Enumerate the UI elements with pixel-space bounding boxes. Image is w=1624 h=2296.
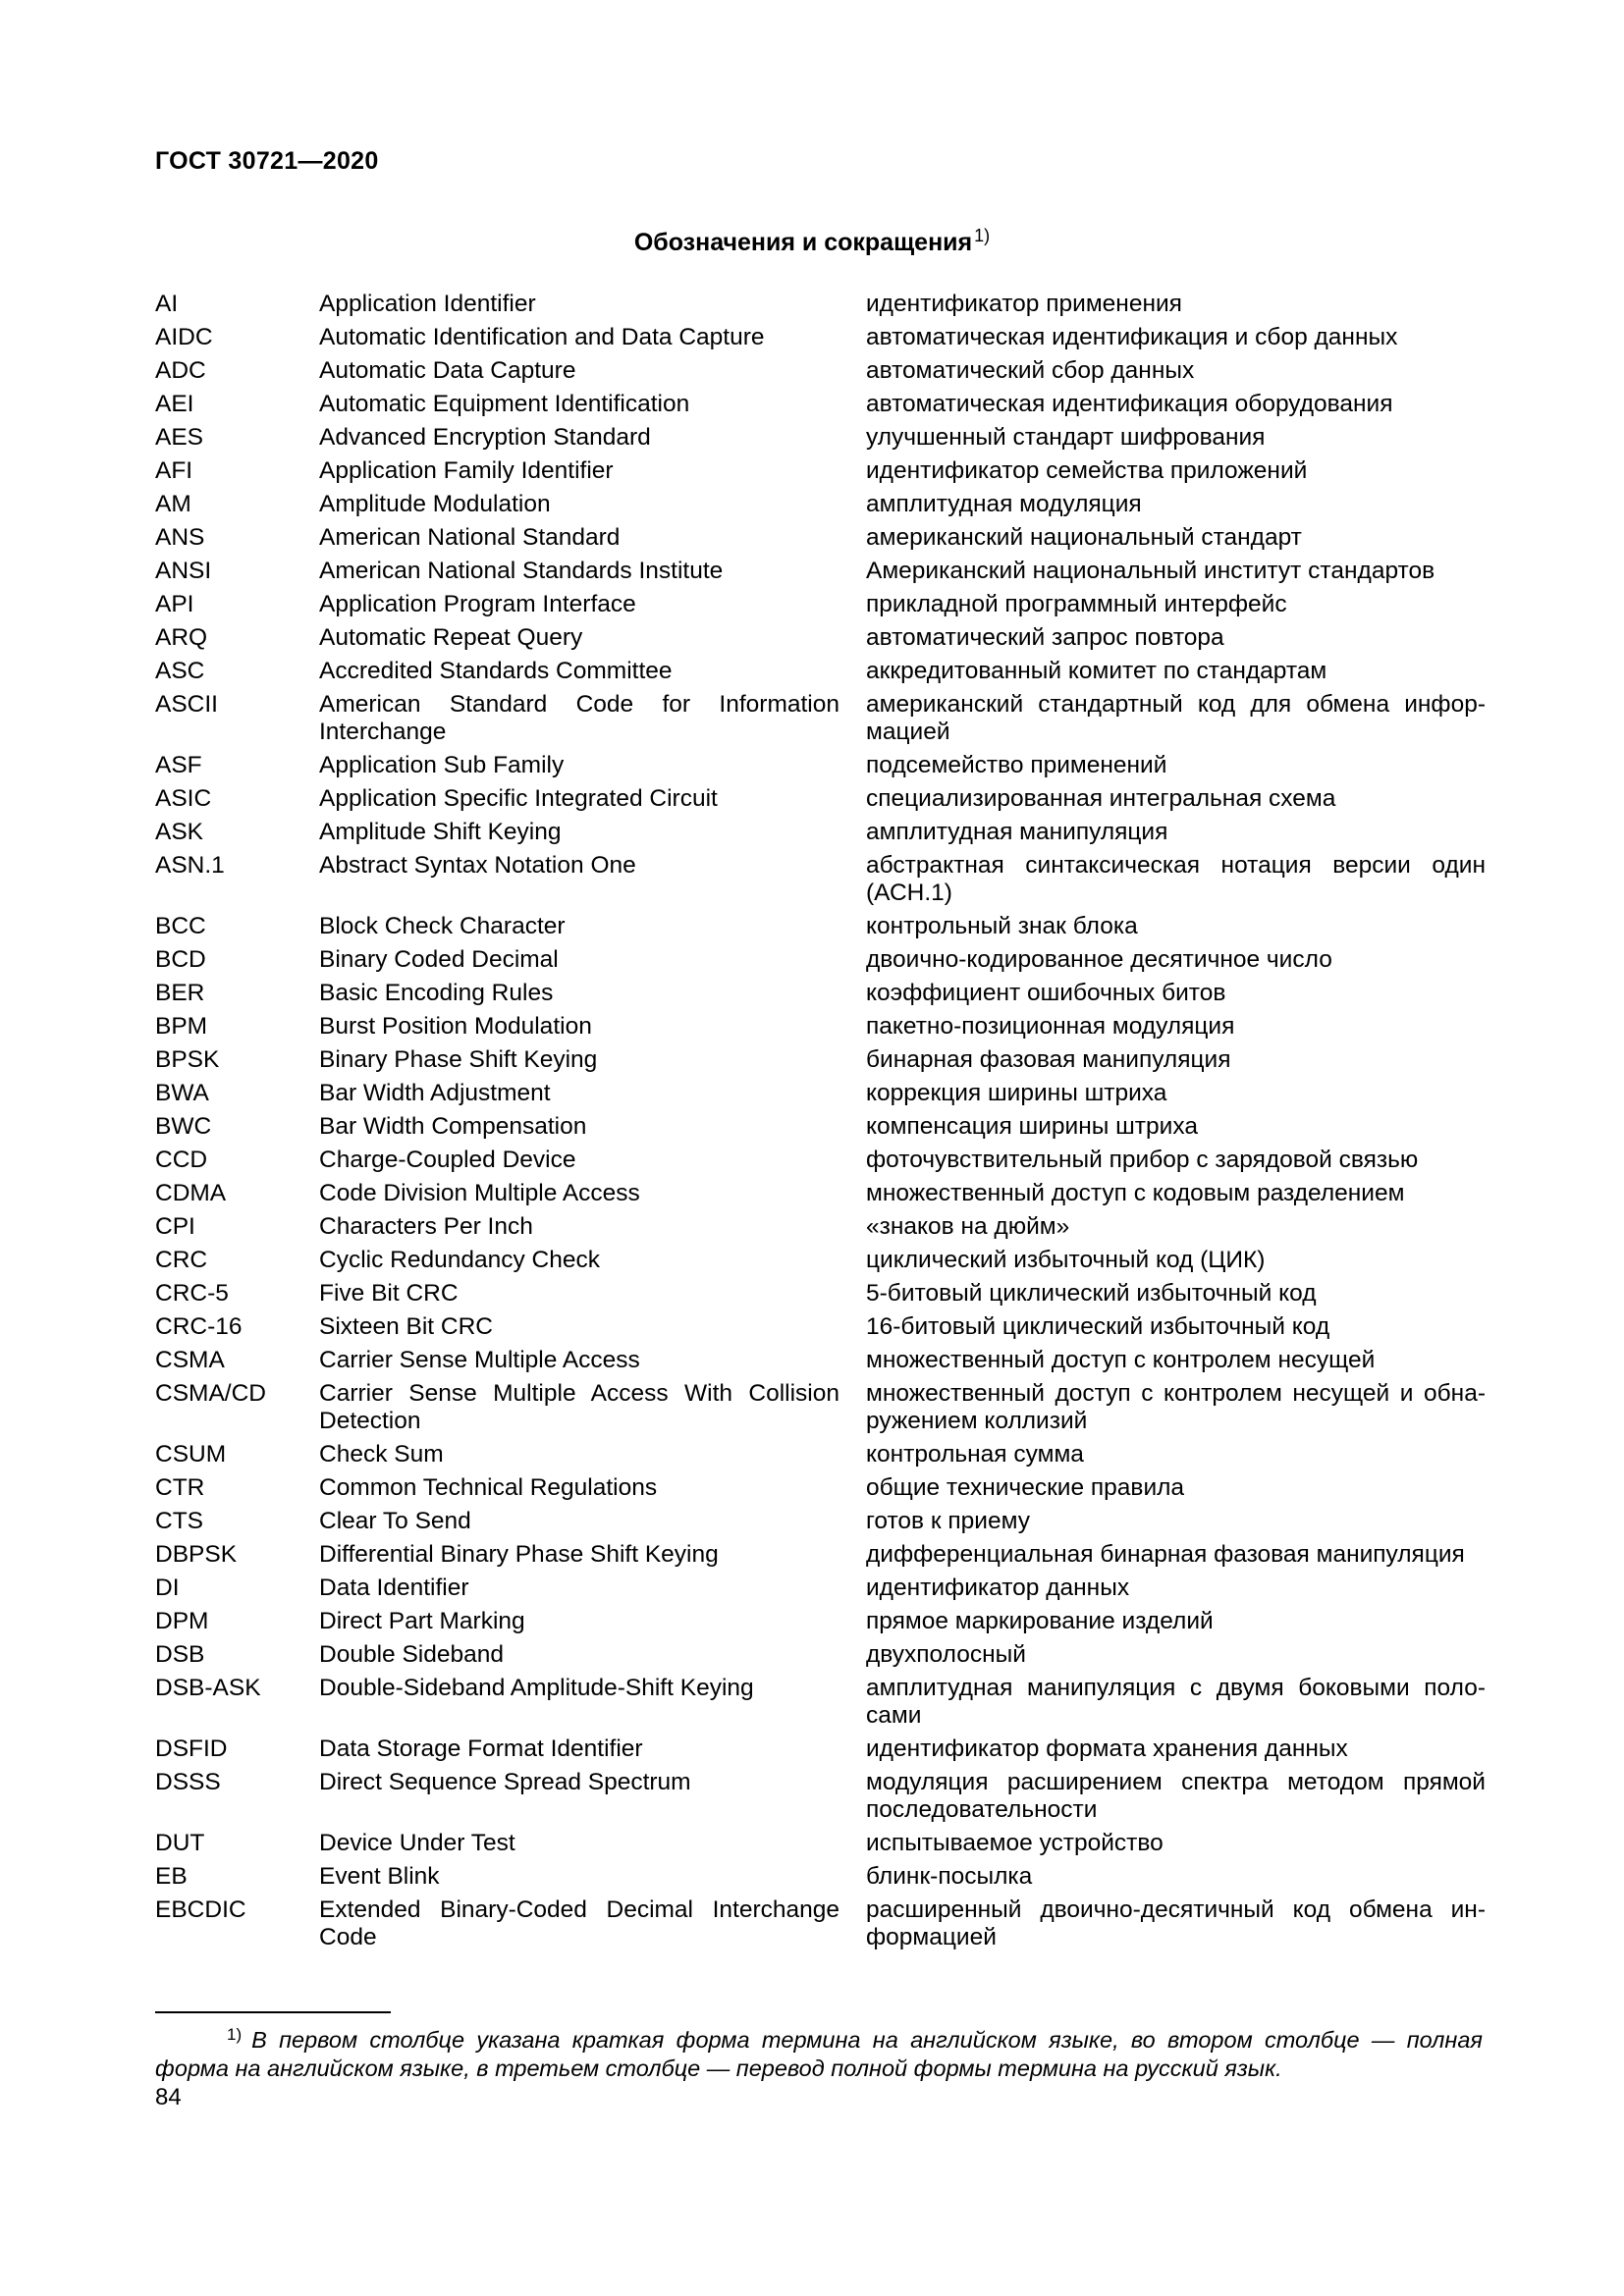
abbreviation-cell: CPI — [155, 1213, 195, 1240]
english-term-cell: Carrier Sense Multiple Access With Collision Detection — [319, 1380, 839, 1434]
abbreviation-cell: ASN.1 — [155, 852, 225, 879]
section-title-text: Обозначения и сокращения — [633, 229, 973, 256]
abbreviation-cell: EB — [155, 1863, 188, 1890]
russian-term-cell: прямое маркирование изделий — [866, 1608, 1214, 1634]
english-term-cell: Extended Binary-Coded Decimal Interchange Code — [319, 1896, 839, 1950]
russian-term-cell: амплитудная модуляция — [866, 491, 1142, 517]
table-row — [155, 591, 1486, 624]
english-term-cell: American National Standards Institute — [319, 558, 724, 584]
table-row — [155, 391, 1486, 424]
russian-term-cell: подсемейство применений — [866, 752, 1167, 778]
abbreviation-cell: AM — [155, 491, 191, 517]
table-row — [155, 819, 1486, 852]
russian-term-cell: фоточувствительный прибор с зарядовой связью — [866, 1147, 1419, 1173]
table-row — [155, 1380, 1486, 1441]
english-term-cell: Bar Width Adjustment — [319, 1080, 551, 1106]
abbreviation-cell: BPSK — [155, 1046, 220, 1073]
table-row — [155, 1769, 1486, 1830]
table-row — [155, 852, 1486, 913]
document-header: ГОСТ 30721—2020 — [155, 147, 379, 175]
abbreviation-cell: DSFID — [155, 1735, 228, 1762]
english-term-cell: Cyclic Redundancy Check — [319, 1247, 600, 1273]
english-term-cell: Basic Encoding Rules — [319, 980, 554, 1006]
table-row — [155, 524, 1486, 558]
table-row — [155, 1896, 1486, 1957]
abbreviation-cell: CRC — [155, 1247, 208, 1273]
abbreviation-cell: DPM — [155, 1608, 209, 1634]
footnote-mark: 1) — [227, 2025, 243, 2044]
russian-term-cell: амплитудная манипуляция — [866, 819, 1168, 845]
abbreviations-table-body — [155, 291, 1486, 1957]
russian-term-cell: идентификатор формата хранения данных — [866, 1735, 1348, 1762]
table-row — [155, 424, 1486, 457]
english-term-cell: Application Program Interface — [319, 591, 636, 617]
abbreviation-cell: CSMA/CD — [155, 1380, 266, 1407]
russian-term-cell: двоично-кодированное десятичное число — [866, 946, 1332, 973]
table-row — [155, 1213, 1486, 1247]
english-term-cell: Accredited Standards Committee — [319, 658, 673, 684]
footnote-divider — [155, 2011, 391, 2013]
russian-term-cell: дифференциальная бинарная фазовая манипуляция — [866, 1541, 1465, 1568]
english-term-cell: Data Identifier — [319, 1575, 469, 1601]
russian-term-cell: коэффициент ошибочных битов — [866, 980, 1226, 1006]
footnote — [155, 2020, 1483, 2083]
abbreviation-cell: BWA — [155, 1080, 209, 1106]
table-row — [155, 785, 1486, 819]
abbreviation-cell: BCD — [155, 946, 206, 973]
table-row — [155, 457, 1486, 491]
english-term-cell: Sixteen Bit CRC — [319, 1313, 494, 1340]
english-term-cell: Double-Sideband Amplitude-Shift Keying — [319, 1675, 754, 1701]
abbreviation-cell: ANSI — [155, 558, 212, 584]
abbreviation-cell: API — [155, 591, 194, 617]
table-row — [155, 1641, 1486, 1675]
table-row — [155, 1180, 1486, 1213]
russian-term-cell: автоматическая идентификация оборудования — [866, 391, 1393, 417]
russian-term-cell: 16-битовый циклический избыточный код — [866, 1313, 1330, 1340]
russian-term-cell: Американский национальный институт стандартов — [866, 558, 1435, 584]
english-term-cell: Five Bit CRC — [319, 1280, 459, 1307]
abbreviation-cell: CRC-16 — [155, 1313, 243, 1340]
english-term-cell: Application Family Identifier — [319, 457, 614, 484]
russian-term-cell: множественный доступ с контролем несущей — [866, 1347, 1376, 1373]
abbreviation-cell: ASF — [155, 752, 202, 778]
russian-term-cell: пакетно-позиционная модуляция — [866, 1013, 1235, 1040]
abbreviation-cell: ASIC — [155, 785, 212, 812]
abbreviation-cell: DBPSK — [155, 1541, 238, 1568]
abbreviation-cell: BER — [155, 980, 205, 1006]
russian-term-cell: «знаков на дюйм» — [866, 1213, 1070, 1240]
table-row — [155, 624, 1486, 658]
table-row — [155, 1113, 1486, 1147]
english-term-cell: Bar Width Compensation — [319, 1113, 587, 1140]
russian-term-cell: автоматическая идентификация и сбор данных — [866, 324, 1398, 350]
english-term-cell: Data Storage Format Identifier — [319, 1735, 643, 1762]
abbreviation-cell: EBCDIC — [155, 1896, 246, 1923]
abbreviation-cell: BWC — [155, 1113, 212, 1140]
english-term-cell: American National Standard — [319, 524, 621, 551]
abbreviation-cell: CCD — [155, 1147, 208, 1173]
abbreviation-cell: ADC — [155, 357, 206, 384]
table-row — [155, 558, 1486, 591]
table-row — [155, 658, 1486, 691]
russian-term-cell: модуляция расширением спектра методом прямой последовательности — [866, 1769, 1486, 1823]
english-term-cell: Block Check Character — [319, 913, 566, 939]
table-row — [155, 1280, 1486, 1313]
english-term-cell: Automatic Data Capture — [319, 357, 576, 384]
table-row — [155, 1474, 1486, 1508]
abbreviation-cell: CTR — [155, 1474, 205, 1501]
table-row — [155, 1247, 1486, 1280]
abbreviation-cell: ASK — [155, 819, 204, 845]
abbreviation-cell: BCC — [155, 913, 206, 939]
abbreviation-cell: DSB-ASK — [155, 1675, 261, 1701]
english-term-cell: Double Sideband — [319, 1641, 504, 1668]
page-number: 84 — [155, 2084, 182, 2110]
table-row — [155, 1735, 1486, 1769]
table-row — [155, 1508, 1486, 1541]
english-term-cell: Automatic Identification and Data Capture — [319, 324, 765, 350]
abbreviation-cell: AEI — [155, 391, 194, 417]
english-term-cell: Common Technical Regulations — [319, 1474, 658, 1501]
english-term-cell: Automatic Equipment Identification — [319, 391, 690, 417]
english-term-cell: Application Sub Family — [319, 752, 565, 778]
russian-term-cell: множественный доступ с кодовым разделением — [866, 1180, 1405, 1206]
english-term-cell: Application Specific Integrated Circuit — [319, 785, 718, 812]
table-row — [155, 1675, 1486, 1735]
table-row — [155, 491, 1486, 524]
table-row — [155, 946, 1486, 980]
english-term-cell: Advanced Encryption Standard — [319, 424, 651, 451]
table-row — [155, 691, 1486, 752]
russian-term-cell: 5-битовый циклический избыточный код — [866, 1280, 1317, 1307]
table-row — [155, 1608, 1486, 1641]
abbreviation-cell: AIDC — [155, 324, 213, 350]
english-term-cell: Amplitude Modulation — [319, 491, 551, 517]
russian-term-cell: контрольная сумма — [866, 1441, 1084, 1468]
english-term-cell: Application Identifier — [319, 291, 536, 317]
table-row — [155, 1313, 1486, 1347]
english-term-cell: Charge-Coupled Device — [319, 1147, 576, 1173]
russian-term-cell: идентификатор семейства приложений — [866, 457, 1308, 484]
abbreviations-table — [155, 291, 1486, 1957]
table-row — [155, 1013, 1486, 1046]
abbreviation-cell: ASCII — [155, 691, 218, 718]
russian-term-cell: улучшенный стандарт шифрования — [866, 424, 1266, 451]
table-row — [155, 1080, 1486, 1113]
russian-term-cell: прикладной программный интерфейс — [866, 591, 1287, 617]
abbreviation-cell: ASC — [155, 658, 205, 684]
english-term-cell: Characters Per Inch — [319, 1213, 533, 1240]
english-term-cell: Differential Binary Phase Shift Keying — [319, 1541, 719, 1568]
russian-term-cell: автоматический запрос повтора — [866, 624, 1224, 651]
english-term-cell: Binary Phase Shift Keying — [319, 1046, 598, 1073]
russian-term-cell: идентификатор данных — [866, 1575, 1130, 1601]
abbreviation-cell: CDMA — [155, 1180, 227, 1206]
russian-term-cell: готов к приему — [866, 1508, 1030, 1534]
english-term-cell: Amplitude Shift Keying — [319, 819, 562, 845]
english-term-cell: Check Sum — [319, 1441, 444, 1468]
footnote-reference: 1) — [974, 226, 991, 245]
english-term-cell: Binary Coded Decimal — [319, 946, 559, 973]
russian-term-cell: бинарная фазовая манипуляция — [866, 1046, 1231, 1073]
footnote-text: В первом столбце указана краткая форма термина на английском языке, во втором столбце — полная форма на английском языке, в третьем столбце — перевод полной формы термина на русский язык. — [155, 2027, 1483, 2081]
english-term-cell: Event Blink — [319, 1863, 440, 1890]
russian-term-cell: специализированная интегральная схема — [866, 785, 1336, 812]
russian-term-cell: двухполосный — [866, 1641, 1026, 1668]
table-row — [155, 752, 1486, 785]
russian-term-cell: амплитудная манипуляция с двумя боковыми поло-сами — [866, 1675, 1486, 1729]
english-term-cell: Carrier Sense Multiple Access — [319, 1347, 640, 1373]
russian-term-cell: блинк-посылка — [866, 1863, 1033, 1890]
russian-term-cell: американский национальный стандарт — [866, 524, 1302, 551]
abbreviation-cell: AES — [155, 424, 204, 451]
russian-term-cell: испытываемое устройство — [866, 1830, 1164, 1856]
abbreviation-cell: CSUM — [155, 1441, 227, 1468]
table-row — [155, 1830, 1486, 1863]
russian-term-cell: компенсация ширины штриха — [866, 1113, 1198, 1140]
english-term-cell: Clear To Send — [319, 1508, 471, 1534]
table-row — [155, 1863, 1486, 1896]
table-row — [155, 1575, 1486, 1608]
english-term-cell: Direct Sequence Spread Spectrum — [319, 1769, 691, 1795]
table-row — [155, 1046, 1486, 1080]
russian-term-cell: циклический избыточный код (ЦИК) — [866, 1247, 1266, 1273]
table-row — [155, 913, 1486, 946]
table-row — [155, 324, 1486, 357]
english-term-cell: American Standard Code for Information Interchange — [319, 691, 839, 745]
table-row — [155, 1347, 1486, 1380]
abbreviation-cell: DSSS — [155, 1769, 221, 1795]
russian-term-cell: абстрактная синтаксическая нотация версии один (АСН.1) — [866, 852, 1486, 906]
english-term-cell: Abstract Syntax Notation One — [319, 852, 636, 879]
english-term-cell: Automatic Repeat Query — [319, 624, 583, 651]
abbreviation-cell: AFI — [155, 457, 193, 484]
english-term-cell: Burst Position Modulation — [319, 1013, 592, 1040]
section-title — [0, 226, 1624, 257]
abbreviation-cell: ARQ — [155, 624, 208, 651]
abbreviation-cell: DSB — [155, 1641, 205, 1668]
russian-term-cell: общие технические правила — [866, 1474, 1185, 1501]
abbreviation-cell: BPM — [155, 1013, 208, 1040]
abbreviation-cell: AI — [155, 291, 179, 317]
table-row — [155, 1541, 1486, 1575]
russian-term-cell: аккредитованный комитет по стандартам — [866, 658, 1327, 684]
table-row — [155, 1441, 1486, 1474]
russian-term-cell: коррекция ширины штриха — [866, 1080, 1167, 1106]
english-term-cell: Device Under Test — [319, 1830, 515, 1856]
table-row — [155, 1147, 1486, 1180]
russian-term-cell: множественный доступ с контролем несущей и обна-ружением коллизий — [866, 1380, 1486, 1434]
russian-term-cell: расширенный двоично-десятичный код обмена ин-формацией — [866, 1896, 1486, 1950]
abbreviation-cell: CTS — [155, 1508, 203, 1534]
russian-term-cell: американский стандартный код для обмена инфор-мацией — [866, 691, 1486, 745]
table-row — [155, 980, 1486, 1013]
russian-term-cell: автоматический сбор данных — [866, 357, 1195, 384]
abbreviation-cell: DI — [155, 1575, 180, 1601]
abbreviation-cell: CRC-5 — [155, 1280, 229, 1307]
english-term-cell: Direct Part Marking — [319, 1608, 525, 1634]
table-row — [155, 357, 1486, 391]
russian-term-cell: идентификатор применения — [866, 291, 1182, 317]
abbreviation-cell: CSMA — [155, 1347, 225, 1373]
russian-term-cell: контрольный знак блока — [866, 913, 1138, 939]
table-row — [155, 291, 1486, 324]
english-term-cell: Code Division Multiple Access — [319, 1180, 640, 1206]
abbreviation-cell: DUT — [155, 1830, 205, 1856]
abbreviation-cell: ANS — [155, 524, 205, 551]
